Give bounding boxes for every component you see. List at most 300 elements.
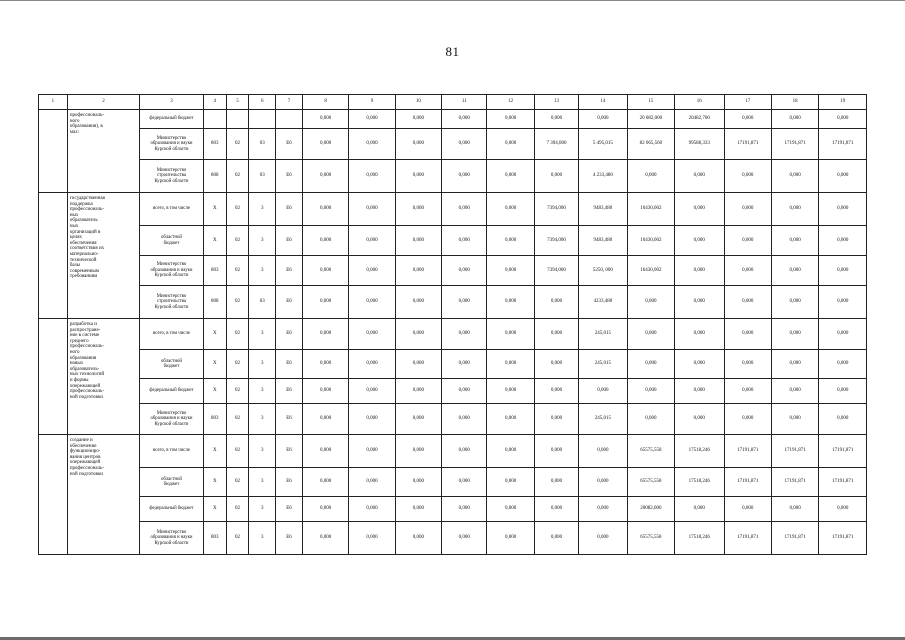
value-cell: 9483,480 bbox=[579, 226, 627, 256]
value-cell: 0,000 bbox=[349, 522, 395, 555]
header-cell: 14 bbox=[579, 95, 627, 110]
value-cell: 0,000 bbox=[442, 160, 487, 193]
value-cell: 0,000 bbox=[771, 350, 818, 379]
value-cell: 0,000 bbox=[349, 319, 395, 350]
value-cell: 20082,000 bbox=[627, 497, 674, 522]
value-cell: 0,000 bbox=[349, 160, 395, 193]
value-cell: 0,000 bbox=[487, 193, 534, 226]
value-cell: 0,000 bbox=[487, 350, 534, 379]
value-cell: 0,000 bbox=[819, 497, 867, 522]
value-cell: 0,000 bbox=[771, 193, 818, 226]
funding-source-cell: Министерство образования и науки Курской области bbox=[140, 129, 204, 160]
value-cell: 0,000 bbox=[579, 522, 627, 555]
value-cell: 0,000 bbox=[487, 522, 534, 555]
group-title-cell: создание и обеспечение функциониро- вания центров опережающей профессиональ- ной подготовки bbox=[67, 435, 139, 555]
funding-source-cell: Министерство образования и науки Курской области bbox=[140, 404, 204, 435]
code-cell: 02 bbox=[226, 404, 249, 435]
row-number-cell bbox=[39, 319, 68, 435]
value-cell: 0,000 bbox=[487, 497, 534, 522]
value-cell: 0,000 bbox=[534, 497, 578, 522]
value-cell: 0,000 bbox=[442, 193, 487, 226]
header-cell: 4 bbox=[203, 95, 226, 110]
value-cell: 0,000 bbox=[395, 110, 441, 129]
code-cell: 03 bbox=[249, 129, 276, 160]
value-cell: 0,000 bbox=[442, 226, 487, 256]
value-cell: 0,000 bbox=[724, 193, 771, 226]
table-row bbox=[39, 193, 867, 226]
value-cell: 0,000 bbox=[302, 110, 348, 129]
code-cell: 3 bbox=[249, 256, 276, 286]
code-cell bbox=[203, 110, 226, 129]
value-cell: 0,000 bbox=[534, 110, 578, 129]
code-cell: 803 bbox=[203, 404, 226, 435]
code-cell: Х bbox=[203, 226, 226, 256]
value-cell: 7394,000 bbox=[534, 256, 578, 286]
value-cell: 0,000 bbox=[302, 350, 348, 379]
value-cell: 4233,480 bbox=[579, 286, 627, 319]
value-cell: 0,000 bbox=[675, 193, 724, 226]
value-cell: 0,000 bbox=[395, 350, 441, 379]
value-cell: 0,000 bbox=[487, 468, 534, 497]
funding-source-cell: Министерство образования и науки Курской области bbox=[140, 256, 204, 286]
value-cell: 82 065,560 bbox=[627, 129, 674, 160]
value-cell: 0,000 bbox=[771, 110, 818, 129]
value-cell: 0,000 bbox=[675, 404, 724, 435]
value-cell: 0,000 bbox=[395, 226, 441, 256]
code-cell: Х bbox=[203, 319, 226, 350]
header-cell: 2 bbox=[67, 95, 139, 110]
value-cell: 16430,002 bbox=[627, 226, 674, 256]
value-cell: 0,000 bbox=[724, 226, 771, 256]
value-cell: 0,000 bbox=[534, 468, 578, 497]
value-cell: 0,000 bbox=[302, 286, 348, 319]
value-cell: 17191,871 bbox=[771, 468, 818, 497]
code-cell: 803 bbox=[203, 129, 226, 160]
value-cell: 0,000 bbox=[395, 497, 441, 522]
value-cell: 16430,002 bbox=[627, 256, 674, 286]
value-cell: 17191,871 bbox=[724, 435, 771, 468]
funding-source-cell: областной бюджет bbox=[140, 226, 204, 256]
value-cell: 5250, 000 bbox=[579, 256, 627, 286]
row-number-cell bbox=[39, 110, 68, 193]
header-cell: 11 bbox=[442, 95, 487, 110]
value-cell: 0,000 bbox=[819, 404, 867, 435]
value-cell: 0,000 bbox=[302, 435, 348, 468]
header-cell: 15 bbox=[627, 95, 674, 110]
code-cell: 03 bbox=[249, 286, 276, 319]
value-cell: 0,000 bbox=[442, 379, 487, 404]
code-cell bbox=[249, 110, 276, 129]
funding-source-cell: Министерство строительства Курской области bbox=[140, 286, 204, 319]
value-cell: 0,000 bbox=[675, 497, 724, 522]
value-cell: 0,000 bbox=[724, 110, 771, 129]
funding-source-cell: всего, в том числе bbox=[140, 435, 204, 468]
value-cell: 0,000 bbox=[675, 286, 724, 319]
value-cell: 0,000 bbox=[395, 160, 441, 193]
value-cell: 0,000 bbox=[349, 226, 395, 256]
code-cell: Х bbox=[203, 379, 226, 404]
value-cell: 0,000 bbox=[395, 256, 441, 286]
code-cell: Е6 bbox=[276, 497, 303, 522]
value-cell: 0,000 bbox=[534, 379, 578, 404]
code-cell: 3 bbox=[249, 193, 276, 226]
value-cell: 0,000 bbox=[302, 379, 348, 404]
value-cell: 0,000 bbox=[675, 226, 724, 256]
value-cell: 0,000 bbox=[771, 497, 818, 522]
table-row bbox=[39, 379, 867, 404]
table-row bbox=[39, 110, 867, 129]
value-cell: 0,000 bbox=[302, 129, 348, 160]
table-row bbox=[39, 226, 867, 256]
code-cell: 3 bbox=[249, 379, 276, 404]
funding-source-cell: федеральный бюджет bbox=[140, 110, 204, 129]
value-cell: 0,000 bbox=[395, 435, 441, 468]
code-cell: Е6 bbox=[276, 226, 303, 256]
value-cell: 0,000 bbox=[349, 468, 395, 497]
value-cell: 0,000 bbox=[442, 129, 487, 160]
code-cell: Е6 bbox=[276, 435, 303, 468]
value-cell: 0,000 bbox=[395, 193, 441, 226]
funding-source-cell: Министерство образования и науки Курской области bbox=[140, 522, 204, 555]
value-cell: 16430,002 bbox=[627, 193, 674, 226]
value-cell: 0,000 bbox=[675, 319, 724, 350]
funding-source-cell: областной бюджет bbox=[140, 350, 204, 379]
value-cell: 0,000 bbox=[724, 286, 771, 319]
value-cell: 0,000 bbox=[534, 286, 578, 319]
value-cell: 0,000 bbox=[724, 350, 771, 379]
code-cell: 3 bbox=[249, 522, 276, 555]
group-title-cell: профессиональ- ного образования), в мах: bbox=[67, 110, 139, 193]
value-cell: 65575,558 bbox=[627, 435, 674, 468]
value-cell: 0,000 bbox=[487, 286, 534, 319]
value-cell: 0,000 bbox=[487, 256, 534, 286]
value-cell: 245,015 bbox=[579, 404, 627, 435]
value-cell: 0,000 bbox=[724, 319, 771, 350]
value-cell: 0,000 bbox=[487, 160, 534, 193]
header-cell: 8 bbox=[302, 95, 348, 110]
value-cell: 0,000 bbox=[395, 129, 441, 160]
header-cell: 3 bbox=[140, 95, 204, 110]
header-cell: 13 bbox=[534, 95, 578, 110]
value-cell: 0,000 bbox=[442, 468, 487, 497]
value-cell: 0,000 bbox=[302, 256, 348, 286]
header-cell: 17 bbox=[724, 95, 771, 110]
value-cell: 0,000 bbox=[349, 404, 395, 435]
table-body bbox=[39, 95, 867, 555]
table-row bbox=[39, 350, 867, 379]
value-cell: 0,000 bbox=[302, 497, 348, 522]
code-cell: 02 bbox=[226, 256, 249, 286]
value-cell: 0,000 bbox=[442, 286, 487, 319]
value-cell: 0,000 bbox=[771, 286, 818, 319]
value-cell: 0,000 bbox=[349, 110, 395, 129]
value-cell: 0,000 bbox=[627, 379, 674, 404]
code-cell: Х bbox=[203, 497, 226, 522]
funding-source-cell: всего, в том числе bbox=[140, 319, 204, 350]
code-cell: 808 bbox=[203, 286, 226, 319]
value-cell: 17191,871 bbox=[771, 129, 818, 160]
value-cell: 17191,871 bbox=[724, 468, 771, 497]
code-cell: 03 bbox=[249, 160, 276, 193]
value-cell: 17191,871 bbox=[724, 129, 771, 160]
code-cell: 02 bbox=[226, 350, 249, 379]
value-cell: 0,000 bbox=[627, 160, 674, 193]
value-cell: 0,000 bbox=[771, 379, 818, 404]
value-cell: 20482,700 bbox=[675, 110, 724, 129]
value-cell: 7394,000 bbox=[534, 193, 578, 226]
value-cell: 0,000 bbox=[442, 319, 487, 350]
value-cell: 0,000 bbox=[819, 226, 867, 256]
value-cell: 0,000 bbox=[349, 193, 395, 226]
code-cell: Е6 bbox=[276, 379, 303, 404]
group-title-cell: государственная поддержка профессиональ- ных образователь ных организаций в целях обеспечения соответствия их материально- технической базы современным требованиям bbox=[67, 193, 139, 319]
value-cell: 0,000 bbox=[534, 160, 578, 193]
code-cell: Х bbox=[203, 350, 226, 379]
code-cell: 803 bbox=[203, 256, 226, 286]
code-cell bbox=[276, 110, 303, 129]
value-cell: 0,000 bbox=[487, 379, 534, 404]
value-cell: 0,000 bbox=[395, 379, 441, 404]
code-cell: 3 bbox=[249, 435, 276, 468]
value-cell: 0,000 bbox=[771, 160, 818, 193]
code-cell: 02 bbox=[226, 160, 249, 193]
value-cell: 0,000 bbox=[819, 286, 867, 319]
value-cell: 0,000 bbox=[395, 404, 441, 435]
value-cell: 99588,333 bbox=[675, 129, 724, 160]
table-row bbox=[39, 319, 867, 350]
value-cell: 0,000 bbox=[534, 350, 578, 379]
code-cell: 02 bbox=[226, 129, 249, 160]
value-cell: 0,000 bbox=[349, 497, 395, 522]
value-cell: 0,000 bbox=[395, 468, 441, 497]
value-cell: 0,000 bbox=[579, 110, 627, 129]
value-cell: 0,000 bbox=[487, 404, 534, 435]
value-cell: 0,000 bbox=[675, 160, 724, 193]
funding-source-cell: областной бюджет bbox=[140, 468, 204, 497]
value-cell: 0,000 bbox=[819, 193, 867, 226]
value-cell: 0,000 bbox=[349, 379, 395, 404]
value-cell: 17191,871 bbox=[819, 468, 867, 497]
value-cell: 0,000 bbox=[302, 522, 348, 555]
code-cell: 3 bbox=[249, 350, 276, 379]
value-cell: 0,000 bbox=[534, 435, 578, 468]
code-cell: 3 bbox=[249, 319, 276, 350]
value-cell: 0,000 bbox=[349, 129, 395, 160]
code-cell: 3 bbox=[249, 468, 276, 497]
value-cell: 0,000 bbox=[302, 319, 348, 350]
value-cell: 0,000 bbox=[819, 110, 867, 129]
value-cell: 0,000 bbox=[579, 435, 627, 468]
table-row bbox=[39, 522, 867, 555]
value-cell: 0,000 bbox=[771, 226, 818, 256]
value-cell: 65575,558 bbox=[627, 468, 674, 497]
value-cell: 65575,558 bbox=[627, 522, 674, 555]
code-cell: 02 bbox=[226, 319, 249, 350]
code-cell: Х bbox=[203, 193, 226, 226]
header-row bbox=[39, 95, 867, 110]
value-cell: 0,000 bbox=[579, 379, 627, 404]
value-cell: 0,000 bbox=[302, 404, 348, 435]
value-cell: 17191,871 bbox=[771, 522, 818, 555]
code-cell: 02 bbox=[226, 226, 249, 256]
code-cell: 02 bbox=[226, 497, 249, 522]
code-cell: 3 bbox=[249, 404, 276, 435]
table-row bbox=[39, 497, 867, 522]
value-cell: 0,000 bbox=[819, 160, 867, 193]
table-row bbox=[39, 286, 867, 319]
code-cell: 02 bbox=[226, 193, 249, 226]
page-top-edge bbox=[0, 0, 905, 1]
value-cell: 0,000 bbox=[487, 110, 534, 129]
value-cell: 0,000 bbox=[819, 350, 867, 379]
value-cell: 0,000 bbox=[395, 286, 441, 319]
code-cell: 02 bbox=[226, 468, 249, 497]
code-cell: Е6 bbox=[276, 468, 303, 497]
value-cell: 0,000 bbox=[302, 193, 348, 226]
value-cell: 245,015 bbox=[579, 350, 627, 379]
header-cell: 18 bbox=[771, 95, 818, 110]
funding-source-cell: федеральный бюджет bbox=[140, 379, 204, 404]
value-cell: 0,000 bbox=[724, 379, 771, 404]
value-cell: 0,000 bbox=[724, 160, 771, 193]
header-cell: 7 bbox=[276, 95, 303, 110]
table-row bbox=[39, 468, 867, 497]
code-cell: 02 bbox=[226, 435, 249, 468]
group-title-cell: разработка и распростране- ние в системе среднего профессиональ- ного образования новых образователь- ных технологий и формы опережающей профессиональ- ной подготовки bbox=[67, 319, 139, 435]
value-cell: 0,000 bbox=[771, 319, 818, 350]
value-cell: 0,000 bbox=[487, 129, 534, 160]
code-cell: Е6 bbox=[276, 404, 303, 435]
code-cell: Е6 bbox=[276, 160, 303, 193]
code-cell: 808 bbox=[203, 160, 226, 193]
header-cell: 1 bbox=[39, 95, 68, 110]
value-cell: 0,000 bbox=[442, 110, 487, 129]
value-cell: 0,000 bbox=[675, 256, 724, 286]
value-cell: 0,000 bbox=[534, 404, 578, 435]
value-cell: 0,000 bbox=[395, 522, 441, 555]
budget-table bbox=[38, 94, 867, 555]
value-cell: 17518,246 bbox=[675, 522, 724, 555]
value-cell: 0,000 bbox=[534, 319, 578, 350]
value-cell: 0,000 bbox=[771, 256, 818, 286]
value-cell: 0,000 bbox=[627, 404, 674, 435]
value-cell: 0,000 bbox=[819, 256, 867, 286]
value-cell: 0,000 bbox=[724, 256, 771, 286]
value-cell: 0,000 bbox=[487, 435, 534, 468]
value-cell: 0,000 bbox=[579, 497, 627, 522]
value-cell: 17518,246 bbox=[675, 435, 724, 468]
value-cell: 0,000 bbox=[442, 404, 487, 435]
code-cell: 3 bbox=[249, 226, 276, 256]
funding-source-cell: федеральный бюджет bbox=[140, 497, 204, 522]
value-cell: 0,000 bbox=[442, 350, 487, 379]
value-cell: 5 495,015 bbox=[579, 129, 627, 160]
header-cell: 16 bbox=[675, 95, 724, 110]
value-cell: 9483,480 bbox=[579, 193, 627, 226]
table-row bbox=[39, 256, 867, 286]
table-row bbox=[39, 404, 867, 435]
code-cell: 3 bbox=[249, 497, 276, 522]
value-cell: 0,000 bbox=[442, 522, 487, 555]
header-cell: 19 bbox=[819, 95, 867, 110]
value-cell: 0,000 bbox=[771, 404, 818, 435]
value-cell: 0,000 bbox=[442, 497, 487, 522]
value-cell: 0,000 bbox=[819, 379, 867, 404]
value-cell: 0,000 bbox=[487, 226, 534, 256]
table-row bbox=[39, 160, 867, 193]
value-cell: 245,015 bbox=[579, 319, 627, 350]
value-cell: 0,000 bbox=[302, 468, 348, 497]
value-cell: 17191,871 bbox=[771, 435, 818, 468]
funding-source-cell: Министерство строительства Курской области bbox=[140, 160, 204, 193]
code-cell: 02 bbox=[226, 286, 249, 319]
code-cell: Х bbox=[203, 435, 226, 468]
value-cell: 0,000 bbox=[675, 350, 724, 379]
value-cell: 4 233,480 bbox=[579, 160, 627, 193]
code-cell: Е6 bbox=[276, 129, 303, 160]
code-cell: Е6 bbox=[276, 256, 303, 286]
value-cell: 0,000 bbox=[627, 319, 674, 350]
value-cell: 7 394,000 bbox=[534, 129, 578, 160]
value-cell: 17518,246 bbox=[675, 468, 724, 497]
value-cell: 0,000 bbox=[675, 379, 724, 404]
header-cell: 12 bbox=[487, 95, 534, 110]
value-cell: 0,000 bbox=[627, 286, 674, 319]
value-cell: 17191,871 bbox=[819, 129, 867, 160]
value-cell: 0,000 bbox=[487, 319, 534, 350]
value-cell: 7394,000 bbox=[534, 226, 578, 256]
value-cell: 17191,871 bbox=[724, 522, 771, 555]
table-row bbox=[39, 129, 867, 160]
value-cell: 0,000 bbox=[627, 350, 674, 379]
code-cell: Е6 bbox=[276, 193, 303, 226]
value-cell: 0,000 bbox=[442, 435, 487, 468]
code-cell: Е6 bbox=[276, 319, 303, 350]
code-cell bbox=[226, 110, 249, 129]
header-cell: 5 bbox=[226, 95, 249, 110]
code-cell: Е6 bbox=[276, 522, 303, 555]
value-cell: 0,000 bbox=[579, 468, 627, 497]
value-cell: 0,000 bbox=[395, 319, 441, 350]
header-cell: 9 bbox=[349, 95, 395, 110]
row-number-cell bbox=[39, 435, 68, 555]
value-cell: 0,000 bbox=[349, 286, 395, 319]
funding-source-cell: всего, в том числе bbox=[140, 193, 204, 226]
code-cell: Е6 bbox=[276, 350, 303, 379]
code-cell: 803 bbox=[203, 522, 226, 555]
table-row bbox=[39, 435, 867, 468]
code-cell: 02 bbox=[226, 379, 249, 404]
value-cell: 0,000 bbox=[442, 256, 487, 286]
row-number-cell bbox=[39, 193, 68, 319]
header-cell: 6 bbox=[249, 95, 276, 110]
value-cell: 0,000 bbox=[349, 256, 395, 286]
header-cell: 10 bbox=[395, 95, 441, 110]
value-cell: 0,000 bbox=[724, 497, 771, 522]
value-cell: 0,000 bbox=[302, 160, 348, 193]
value-cell: 17191,871 bbox=[819, 435, 867, 468]
code-cell: 02 bbox=[226, 522, 249, 555]
value-cell: 0,000 bbox=[819, 319, 867, 350]
value-cell: 17191,871 bbox=[819, 522, 867, 555]
value-cell: 20 082,000 bbox=[627, 110, 674, 129]
code-cell: Х bbox=[203, 468, 226, 497]
value-cell: 0,000 bbox=[724, 404, 771, 435]
value-cell: 0,000 bbox=[534, 522, 578, 555]
value-cell: 0,000 bbox=[349, 435, 395, 468]
page-number: 81 bbox=[445, 44, 460, 59]
value-cell: 0,000 bbox=[349, 350, 395, 379]
